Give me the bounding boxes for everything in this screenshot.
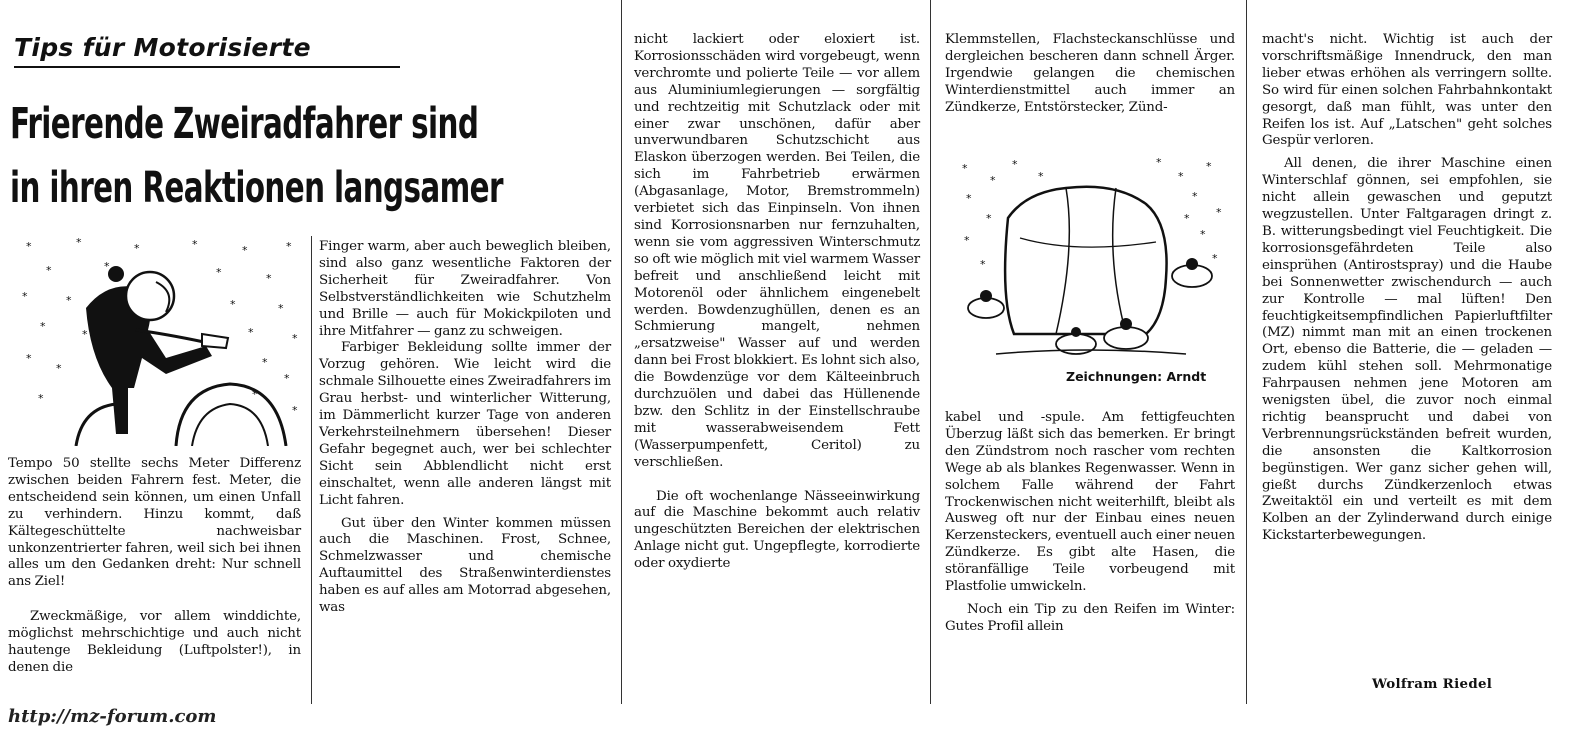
svg-text:*: * (46, 264, 52, 277)
column-5 (1262, 32, 1552, 545)
svg-text:*: * (216, 266, 222, 279)
svg-text:*: * (56, 362, 62, 375)
kicker-underline (14, 66, 400, 68)
motorcyclist-illustration (16, 238, 304, 446)
column-3 (634, 32, 920, 573)
svg-text:*: * (1156, 158, 1162, 169)
headline-line-1: Frierende Zweiradfahrer sind (10, 99, 479, 149)
svg-text:*: * (22, 290, 28, 303)
svg-text:*: * (104, 260, 110, 273)
svg-text:*: * (134, 242, 140, 255)
svg-text:*: * (40, 320, 46, 333)
svg-text:*: * (1012, 158, 1018, 171)
svg-text:*: * (292, 404, 298, 417)
svg-text:*: * (248, 326, 254, 339)
svg-text:*: * (292, 332, 298, 345)
svg-text:*: * (66, 294, 72, 307)
svg-text:*: * (1216, 206, 1222, 219)
column-rule-4 (1246, 0, 1247, 704)
column-rule-2 (621, 0, 622, 704)
kicker-title: Tips für Motorisierte (14, 33, 311, 62)
svg-text:*: * (1178, 170, 1184, 183)
svg-text:*: * (1192, 190, 1198, 203)
col4-paragraph-1: kabel und -spule. Am fettigfeuchten Überzug läßt sich das bemerken. Er bringt den Zündstrom noch rascher vom rechten Wege ab als blankes Regenwasser. Wenn in solchem Falle während der Fahrt Trockenwischen nicht weiterhilft, bleibt als Ausweg oft nur der Einbau eines neuen Kerzensteckers, eventuell auch einer neuen Zündkerze. Es gibt alte Hasen, die störanfällige Teile vorbeugend mit Plastfolie umwickeln. (945, 410, 1235, 595)
svg-text:*: * (230, 298, 236, 311)
column-1 (8, 456, 301, 677)
svg-text:*: * (1206, 160, 1212, 173)
svg-text:*: * (26, 352, 32, 365)
svg-text:*: * (284, 372, 290, 385)
svg-text:*: * (962, 162, 968, 175)
svg-text:*: * (1184, 212, 1190, 225)
column-rule-1 (311, 236, 312, 704)
svg-text:*: * (278, 302, 284, 315)
col2-paragraph-1: Finger warm, aber auch beweglich bleiben, sind also ganz wesentliche Faktoren der Sicherheit für Zweiradfahrer. Von Selbstverständlichkeiten wie Schutzhelm und Brille — auch für Mokickpiloten und ihre Mitfahrer — ganz zu schweigen. (319, 239, 611, 339)
col3-paragraph-2: Die oft wochenlange Nässeeinwirkung auf die Maschine bekommt auch relativ ungeschützten Bereichen der elektrischen Anlage nicht gut. Ungepflegte, korrodierte oder oxydierte (634, 488, 920, 572)
svg-text:*: * (990, 174, 996, 187)
column-4-top (945, 32, 1235, 117)
svg-text:*: * (252, 388, 258, 401)
col2-paragraph-3: Gut über den Winter kommen müssen auch die Maschinen. Frost, Schnee, Schmelzwasser und chemische Auftaumittel des Straßenwinterdienstes haben es auf alles am Motorrad abgesehen, was (319, 515, 611, 616)
svg-text:*: * (82, 328, 88, 341)
illustration-credit: Zeichnungen: Arndt (1066, 369, 1207, 384)
svg-text:*: * (38, 392, 44, 405)
svg-text:*: * (980, 258, 986, 271)
column-4-bottom (945, 410, 1235, 636)
headline-line-2: in ihren Reaktionen langsamer (10, 163, 503, 213)
col5-paragraph-2: All denen, die ihrer Maschine einen Winterschlaf gönnen, sei empfohlen, sie nicht allein gewaschen und geputzt wegzustellen. Unter Faltgaragen dringt z. B. witterungsbedingt viel Feuchtigkeit. Die korrosionsgefährdeten Teile also einsprühen (Antirostspray) und die Haube bei Sonnenwetter zwischendurch — auch zur Kontrolle — mal lüften! Den feuchtigkeitsempfindlichen Papierluftfilter (MZ) nimmt man mit an einen trockenen Ort, ebenso die Batterie, die — geladen — zudem kühl stehen soll. Mehrmonatige Fahrpausen nehmen jene Motoren am wenigsten übel, die zuvor noch einmal richtig beansprucht und dabei von Verbrennungsrückständen befreit wurden, die ansonsten die Kaltkorrosion begünstigen. Wer ganz sicher gehen will, gießt durchs Zündkerzenloch etwas Zweitaktöl ein und verteilt es mit dem Kolben an der Zylinderwand durch einige Kickstarterbewegungen. (1262, 156, 1552, 544)
svg-text:*: * (1038, 170, 1044, 183)
svg-text:*: * (192, 238, 198, 251)
svg-text:*: * (966, 192, 972, 205)
col4-paragraph-2: Noch ein Tip zu den Reifen im Winter: Gutes Profil allein (945, 601, 1235, 634)
intro-paragraph: Tempo 50 stellte sechs Meter Differenz zwischen beiden Fahrern fest. Meter, die entscheidend sein können, um einen Unfall zu verhindern. Hinzu kommt, daß Kältegeschüttelte nachweisbar unkonzentrierter fahren, weil sich bei ihnen alles um den Gedanken dreht: Nur schnell ans Ziel! (8, 456, 301, 590)
svg-text:*: * (1212, 252, 1218, 265)
col3-paragraph-1: nicht lackiert oder eloxiert ist. Korrosionsschäden wird vorgebeugt, wenn verchromte und polierte Teile — vor allem aus Aluminiumlegierungen — sorgfältig und rechtzeitig mit Schutzlack oder mit einer zwar unschönen, dafür aber unverwundbaren Schutzschicht aus Elaskon überzogen werden. Bei Teilen, die sich im Fahrbetrieb erwärmen (Abgasanlage, Motor, Bremstrommeln) verbietet sich das Einpinseln. Von ihnen sind Korrosionsnarben nur fernzuhalten, wenn sie vom aggressiven Winterschmutz so oft wie möglich mit viel warmem Wasser befreit und anschließend leicht mit Motorenöl oder ähnlichem eingenebelt werden. Bowdenzughüllen, denen es an Schmierung mangelt, nehmen „ersatzweise" Wasser auf und werden dann bei Frost blokkiert. Es lohnt sich also, die Bowdenzüge vor dem Kälteeinbruch durchzuölen und dabei das Hüllenende bzw. den Schlitz in der Einstellschraube mit wasserabweisendem Fett (Wasserpumpenfett, Ceritol) zu verschließen. (634, 32, 920, 470)
svg-text:*: * (1200, 228, 1206, 241)
svg-text:*: * (262, 356, 268, 369)
svg-text:*: * (26, 240, 32, 253)
col1-paragraph-2: Zweckmäßige, vor allem winddichte, möglichst mehrschichtige und auch nicht hautenge Bekleidung (Luftpolster!), in denen die (8, 609, 301, 675)
svg-text:*: * (964, 234, 970, 247)
svg-text:*: * (242, 244, 248, 257)
col4-top-paragraph: Klemmstellen, Flachsteckanschlüsse und dergleichen bescheren dann schnell Ärger. Irgendwie gelangen die chemischen Winterdienstmittel auch immer an Zündkerze, Entstörstecker, Zünd- (945, 32, 1235, 115)
svg-text:*: * (76, 238, 82, 249)
col2-paragraph-2: Farbiger Bekleidung sollte immer der Vorzug gehören. Wie leicht wird die schmale Silhouette eines Zweiradfahrers im Grau herbst- und winterlicher Witterung, im Dämmerlicht kurzer Tage von anderen Verkehrsteilnehmern übersehen! Dieser Gefahr begegnet auch, wer bei schlechter Sicht sein Abblendlicht nicht erst einschaltet, wenn alle anderen längst mit Licht fahren. (319, 340, 611, 508)
col5-paragraph-1: macht's nicht. Wichtig ist auch der vorschriftsmäßige Innendruck, den man lieber etwas erhöhen als verringern sollte. So wird für einen solchen Fahrbahnkontakt gesorgt, daß man fühlt, was unter den Reifen los ist. Auf „Latschen" geht solches Gespür verloren. (1262, 32, 1552, 149)
author-signature: Wolfram Riedel (1372, 676, 1493, 692)
column-rule-3 (930, 0, 931, 704)
covered-motorcycle-illustration (956, 158, 1226, 358)
footer-url-watermark: http://mz-forum.com (8, 706, 217, 727)
svg-text:*: * (986, 212, 992, 225)
column-2 (319, 239, 611, 617)
headline (10, 92, 503, 220)
svg-text:*: * (266, 272, 272, 285)
svg-text:*: * (286, 240, 292, 253)
